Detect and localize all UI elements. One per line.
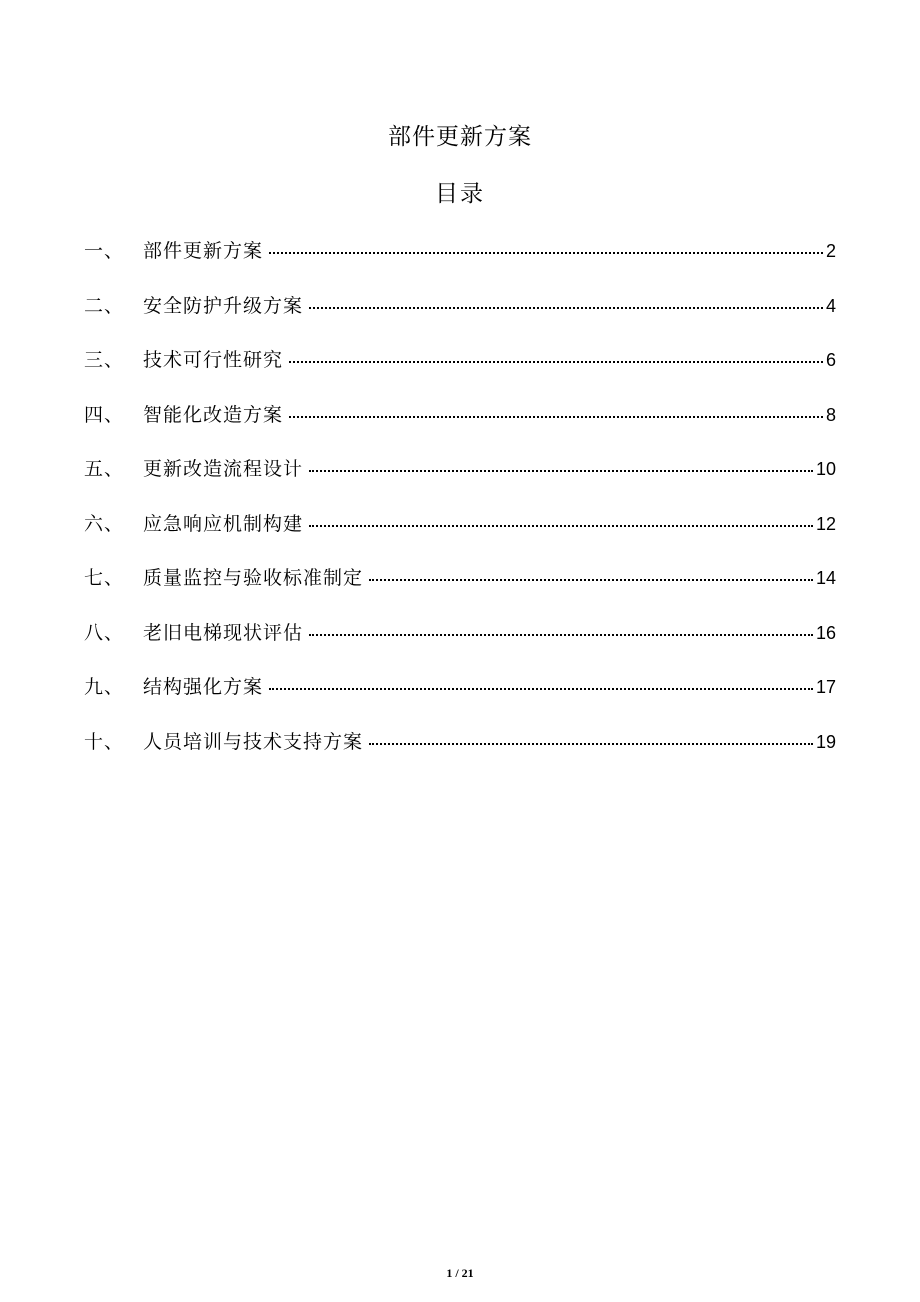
toc-dot-leader <box>369 742 813 745</box>
toc-entry-title: 人员培训与技术支持方案 <box>143 730 364 753</box>
toc-entry-page: 12 <box>815 513 836 534</box>
table-of-contents <box>84 236 836 781</box>
toc-entry-title: 质量监控与验收标准制定 <box>143 567 364 589</box>
toc-entry-page: 2 <box>825 241 836 261</box>
toc-entry[interactable] <box>84 345 836 400</box>
toc-entry-number: 九、 <box>84 676 125 698</box>
toc-entry[interactable] <box>84 563 836 618</box>
toc-entry-number: 六、 <box>84 512 125 535</box>
toc-dot-leader <box>269 687 813 690</box>
toc-entry[interactable] <box>84 454 836 509</box>
toc-entry[interactable] <box>84 509 836 564</box>
toc-entry-title: 技术可行性研究 <box>143 349 284 371</box>
toc-entry-number: 十、 <box>84 730 125 753</box>
toc-dot-leader <box>369 578 813 581</box>
toc-dot-leader <box>309 524 813 527</box>
toc-entry-number: 八、 <box>84 621 125 644</box>
toc-entry-number: 二、 <box>84 294 125 317</box>
toc-entry-title: 智能化改造方案 <box>143 403 284 426</box>
toc-entry-title: 更新改造流程设计 <box>143 458 304 480</box>
toc-entry[interactable] <box>84 236 836 291</box>
toc-dot-leader <box>289 415 823 418</box>
toc-dot-leader <box>289 360 823 363</box>
toc-entry-page: 14 <box>815 568 836 588</box>
toc-entry-page: 17 <box>815 677 836 697</box>
toc-entry-title: 应急响应机制构建 <box>143 512 304 535</box>
toc-entry-number: 七、 <box>84 567 125 589</box>
toc-entry-page: 4 <box>825 295 836 316</box>
toc-entry-title: 老旧电梯现状评估 <box>143 621 304 644</box>
toc-entry-number: 一、 <box>84 240 125 262</box>
toc-entry-number: 四、 <box>84 403 125 426</box>
toc-entry-number: 五、 <box>84 458 125 480</box>
toc-entry-title: 部件更新方案 <box>143 240 264 262</box>
toc-dot-leader <box>269 251 823 254</box>
toc-entry-page: 19 <box>815 731 836 752</box>
toc-entry-title: 结构强化方案 <box>143 676 264 698</box>
toc-dot-leader <box>309 469 813 472</box>
document-title: 部件更新方案 <box>388 124 532 150</box>
toc-entry-page: 16 <box>815 622 836 643</box>
page-number-footer: 1 / 21 <box>446 1266 474 1280</box>
toc-entry[interactable] <box>84 400 836 455</box>
toc-entry[interactable] <box>84 618 836 673</box>
toc-entry[interactable] <box>84 291 836 346</box>
toc-entry[interactable] <box>84 727 836 782</box>
toc-heading: 目录 <box>435 181 485 207</box>
toc-entry-page: 10 <box>815 459 836 479</box>
toc-entry-title: 安全防护升级方案 <box>143 294 304 317</box>
toc-entry-page: 8 <box>825 404 836 425</box>
toc-entry[interactable] <box>84 672 836 727</box>
toc-dot-leader <box>309 306 823 309</box>
toc-entry-number: 三、 <box>84 349 125 371</box>
toc-entry-page: 6 <box>825 350 836 370</box>
toc-dot-leader <box>309 633 813 636</box>
